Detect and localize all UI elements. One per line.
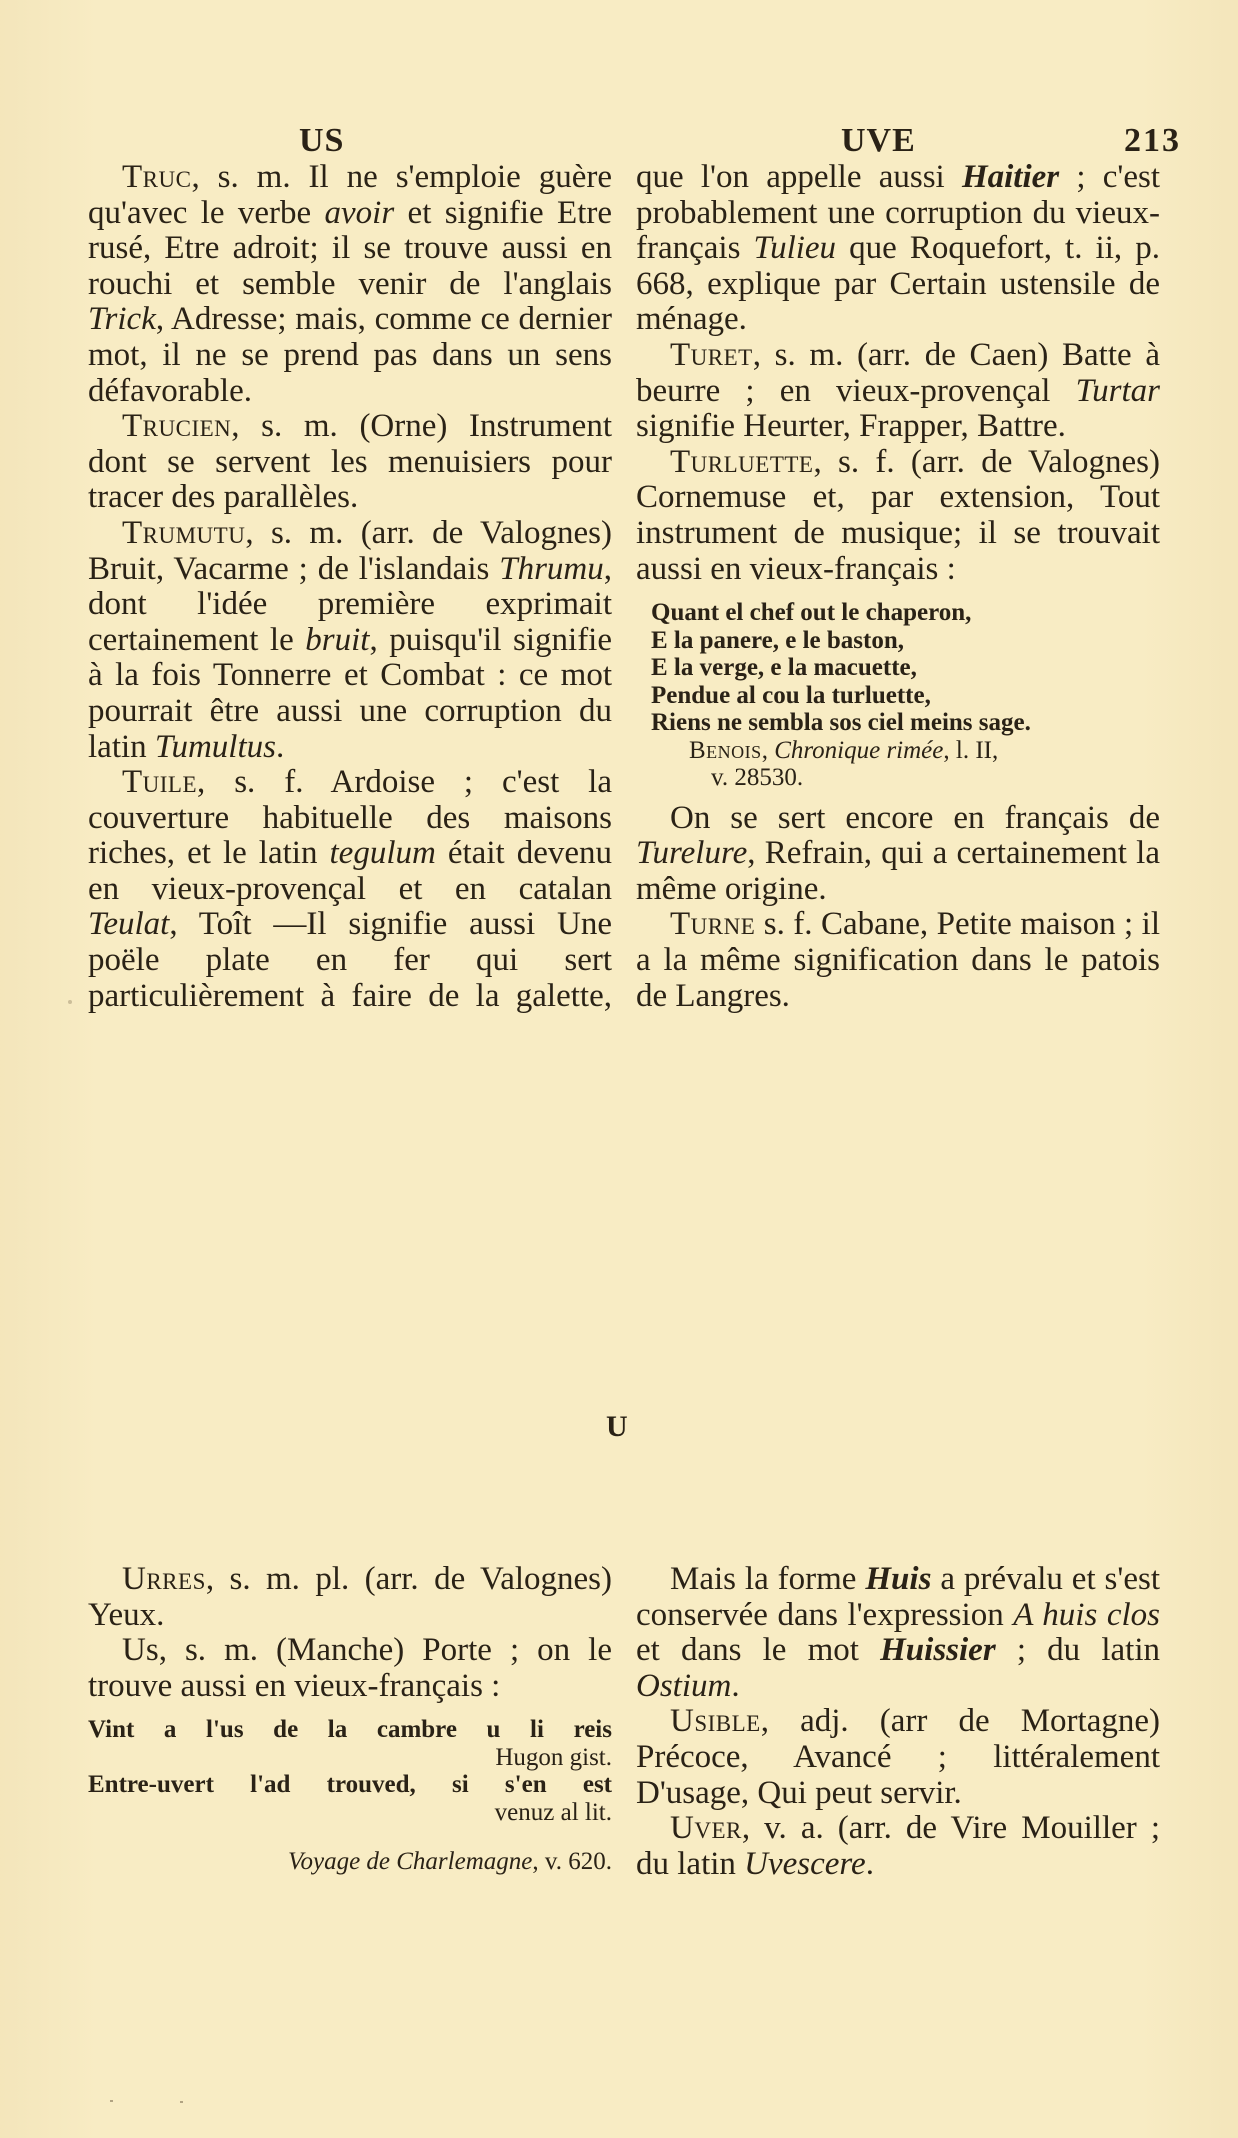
entry-trumutu <box>88 516 612 765</box>
headword: Turet <box>670 336 753 373</box>
headword: Trucien <box>122 408 232 445</box>
definition-text: et dans le mot <box>636 1632 881 1669</box>
definition-text: ; du latin <box>995 1632 1160 1669</box>
headword: Truc <box>122 159 192 195</box>
definition-text: , s. m. (Manche) Porte ; on le trouve aussi en vieux-français : <box>88 1632 612 1704</box>
definition-text: , Toît —Il signifie aussi Une poële plate en fer qui sert particulièrement à faire de la galette, <box>88 906 612 1014</box>
definition-text: signifie Heurter, Frapper, Battre. <box>636 408 1066 445</box>
definition-text: , Adresse; mais, comme ce dernier mot, il ne se prend pas dans un sens défavorable. <box>88 301 612 409</box>
definition-text: a prévalu et s'est conservée dans l'expression <box>636 1561 1160 1633</box>
italic-term: Tumultus <box>154 728 276 765</box>
verse-line: Quant el chef out le chaperon, <box>651 599 972 627</box>
section-letter: U <box>606 1410 628 1443</box>
paragraph-turelure <box>636 801 1160 908</box>
italic-term: Trick <box>88 301 156 338</box>
citation-title: Chronique rimée <box>774 736 944 764</box>
verse-quotation <box>88 1716 612 1875</box>
entry-truc <box>88 160 612 409</box>
definition-text: , adj. (arr de Mortagne) Précoce, Avancé ; littéralement D'usage, Qui peut servir. <box>636 1703 1160 1811</box>
entry-tuile <box>88 765 612 1014</box>
definition-text: , s. m. (arr. de Valognes) Bruit, Vacarme ; de l'islandais <box>88 514 612 587</box>
definition-text: que Roquefort, t. ii, p. 668, explique par Certain ustensile de ménage. <box>636 230 1160 338</box>
italic-term: Uvescere <box>744 1845 866 1882</box>
headword: Usible <box>670 1703 761 1740</box>
definition-text: , dont l'idée première exprimait certainement le <box>88 550 612 658</box>
italic-term: Turtar <box>1075 372 1160 409</box>
definition-text: On se sert encore en français de <box>670 799 1160 836</box>
italic-term: Turelure <box>636 835 748 872</box>
citation-verse-number: v. 28530. <box>711 763 804 791</box>
paragraph-huis <box>636 1562 1160 1704</box>
italic-term: tegulum <box>329 835 436 872</box>
definition-text: , s. f. (arr. de Valognes) Cornemuse et, par extension, Tout instrument de musique; il se trouvait aussi en vieux-français : <box>636 443 1160 587</box>
headword: Urres <box>122 1561 206 1597</box>
scan-speck <box>180 2101 183 2103</box>
italic-term: Teulat <box>88 906 170 943</box>
scan-speck <box>68 1000 72 1004</box>
running-head-center: UVE <box>841 122 916 159</box>
verse-line: Vint a l'us de la cambre u li reis <box>88 1716 612 1744</box>
column-bottom-left <box>88 1562 612 1875</box>
headword: Trumutu <box>122 514 246 551</box>
definition-text: . <box>865 1845 874 1882</box>
italic-term: A huis clos <box>1013 1596 1160 1633</box>
headword: Tuile <box>122 764 198 801</box>
headword: Turluette <box>670 443 814 480</box>
column-top-right <box>636 160 1160 1014</box>
citation-author: Benois <box>689 736 762 764</box>
definition-text: , s. m. Il ne s'emploie guère qu'avec le verbe <box>88 159 612 231</box>
scan-speck <box>110 2100 113 2102</box>
italic-term: bruit <box>305 621 370 658</box>
definition-text: . <box>275 728 285 765</box>
verse-line: Riens ne sembla sos ciel meins sage. <box>651 709 1031 737</box>
entry-tuile-continued <box>636 160 1160 338</box>
definition-text: Mais la forme <box>670 1561 866 1597</box>
verse-line: Entre-uvert l'ad trouved, si s'en est <box>88 1771 612 1799</box>
citation: Benois, Chronique rimée, l. II, <box>689 736 999 764</box>
running-head-left: US <box>299 122 345 159</box>
italic-term: avoir <box>324 194 395 231</box>
column-top-left <box>88 160 612 1014</box>
entry-uver <box>636 1811 1160 1882</box>
italic-term: Haitier <box>961 159 1060 195</box>
headword: Us <box>122 1632 159 1669</box>
definition-text: , Refrain, qui a certainement la même origine. <box>636 835 1160 907</box>
definition-text: et signifie Etre rusé, Etre adroit; il se trouve aussi en rouchi et semble venir de l'anglais <box>88 194 612 302</box>
verse-line-continued: venuz al lit. <box>494 1798 612 1826</box>
entry-usible <box>636 1704 1160 1811</box>
entry-turluette <box>636 445 1160 587</box>
definition-text: , v. a. (arr. de Vire Mouiller ; du latin <box>636 1810 1160 1882</box>
citation-title: Voyage de Charlemagne <box>287 1848 533 1876</box>
entry-trucien <box>88 409 612 516</box>
verse-line: E la panere, e le baston, <box>651 626 905 654</box>
column-bottom-right <box>636 1562 1160 1882</box>
definition-text: , s. f. Ardoise ; c'est la couverture habituelle des maisons riches, et le latin <box>88 764 612 872</box>
verse-line: E la verge, e la macuette, <box>651 654 917 682</box>
entry-turet <box>636 338 1160 445</box>
headword: Turne <box>670 906 756 943</box>
definition-text: . <box>731 1667 740 1704</box>
headword: Uver <box>670 1810 742 1847</box>
definition-text: s. f. Cabane, Petite maison ; il a la même signification dans le patois de Langres. <box>636 906 1160 1014</box>
definition-text: que l'on appelle aussi <box>636 159 962 195</box>
verse-line-continued: Hugon gist. <box>495 1743 612 1771</box>
definition-text: , puisqu'il signifie à la fois Tonnerre et Combat : ce mot pourrait être aussi une corruption du latin <box>88 621 612 765</box>
definition-text: ; c'est probablement une corruption du vieux-français <box>636 159 1160 267</box>
definition-text: était devenu en vieux-provençal et en catalan <box>88 835 613 907</box>
entry-urres <box>88 1562 612 1633</box>
entry-us <box>88 1633 612 1704</box>
italic-term: Tulieu <box>753 230 837 267</box>
entry-turne <box>636 907 1160 1014</box>
verse-line: Pendue al cou la turluette, <box>651 681 931 709</box>
italic-term: Ostium <box>636 1667 732 1704</box>
verse-quotation <box>651 599 1160 791</box>
italic-term: Thrumu <box>499 550 604 587</box>
citation <box>88 1848 612 1875</box>
italic-term: Huissier <box>880 1632 996 1669</box>
definition-text: , s. m. (arr. de Caen) Batte à beurre ; en vieux-provençal <box>636 336 1160 409</box>
page-number: 213 <box>1124 122 1181 159</box>
definition-text: , s. m. (Orne) Instrument dont se servent les menuisiers pour tracer des parallèles. <box>88 408 612 516</box>
definition-text: , s. m. pl. (arr. de Valognes) Yeux. <box>88 1561 612 1633</box>
italic-term: Huis <box>865 1561 932 1597</box>
citation-ref: , l. II, <box>943 736 999 764</box>
citation-ref: , v. 620. <box>532 1848 612 1876</box>
